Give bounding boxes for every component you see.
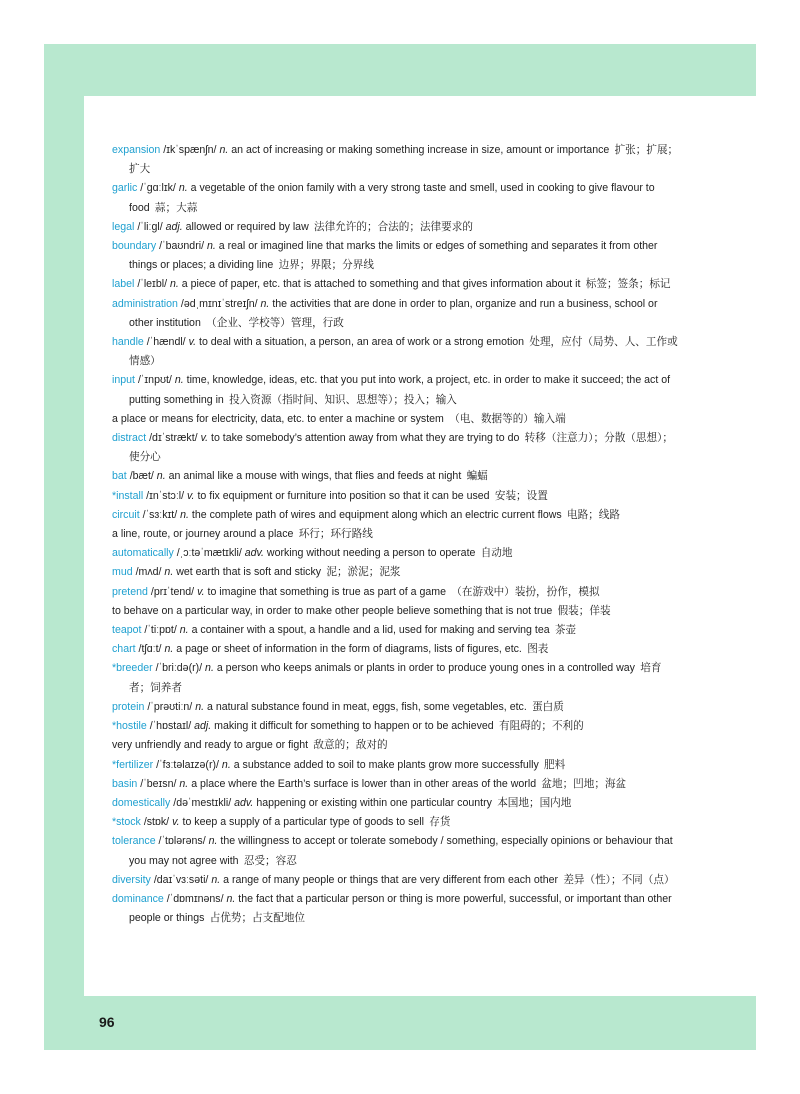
vocab-entry [112, 467, 682, 486]
headword: *hostile [112, 720, 147, 733]
chinese-translation: 茶壶 [554, 624, 577, 637]
entry-sense [112, 467, 682, 486]
vocab-entry [112, 141, 682, 179]
chinese-translation: 敌意的；敌对的 [313, 739, 388, 752]
entry-sense [112, 756, 682, 775]
phonetic: /bæt/ [129, 470, 154, 483]
headword: automatically [112, 547, 174, 560]
part-of-speech: adj. [165, 220, 183, 233]
definition: working without needing a person to operate [266, 547, 476, 560]
vocab-entry [112, 237, 682, 275]
vocab-entry [112, 218, 682, 237]
definition: to behave on a particular way, in order to make other people believe something that is not true [112, 604, 553, 617]
part-of-speech: n. [260, 297, 270, 310]
definition: an animal like a mouse with wings, that flies and feeds at night [168, 470, 462, 483]
vocab-entry [112, 659, 682, 697]
phonetic: /dɪˈstrækt/ [149, 432, 198, 445]
entry-sense [112, 506, 682, 525]
headword: *stock [112, 816, 141, 829]
part-of-speech: n. [226, 892, 236, 905]
part-of-speech: n. [178, 182, 188, 195]
phonetic: /dəˈmestɪkli/ [173, 796, 232, 809]
chinese-translation: 法律允许的；合法的；法律要求的 [314, 220, 473, 233]
phonetic: /ˈɪnpʊt/ [137, 374, 172, 387]
headword: pretend [112, 585, 148, 598]
entry-sense [112, 218, 682, 237]
vocabulary-list [112, 141, 682, 928]
headword: chart [112, 643, 136, 656]
phonetic: /ˈtiːpɒt/ [144, 624, 177, 637]
chinese-translation: 蛋白质 [532, 700, 564, 713]
headword: expansion [112, 144, 161, 156]
definition: the activities that are done in order to plan, organize and run a business, school or other institution [129, 297, 658, 329]
phonetic: /ˈleɪbl/ [137, 278, 168, 291]
part-of-speech: n. [195, 700, 205, 713]
definition: a real or imagined line that marks the limits or edges of something and separates it from other things or places; a dividing line [129, 240, 658, 272]
vocab-entry [112, 756, 682, 775]
phonetic: /ˈtɒlərəns/ [158, 835, 206, 848]
entry-sense [112, 794, 682, 813]
part-of-speech: v. [188, 336, 197, 349]
definition: a page or sheet of information in the form of diagrams, lists of figures, etc. [176, 643, 522, 656]
part-of-speech: n. [164, 566, 174, 579]
entry-sense [112, 717, 682, 736]
headword: protein [112, 700, 145, 713]
entry-sense [112, 275, 682, 294]
headword: label [112, 278, 135, 291]
entry-sense [112, 179, 682, 217]
part-of-speech: n. [180, 508, 189, 521]
chinese-translation: 本国地；国内地 [497, 796, 572, 809]
phonetic: /ˈbriːdə(r)/ [155, 662, 203, 675]
entry-sense [112, 640, 682, 659]
entry-sense [112, 659, 682, 697]
phonetic: /daɪˈvɜːsəti/ [153, 873, 209, 886]
chinese-translation: 扩张；扩展；扩大 [129, 144, 679, 176]
phonetic: /ɪkˈspænʃn/ [163, 144, 217, 156]
entry-sense [112, 429, 682, 467]
chinese-translation: 标签；签条；标记 [585, 278, 671, 291]
part-of-speech: adv. [234, 796, 254, 809]
part-of-speech: v. [197, 585, 205, 598]
vocab-entry [112, 179, 682, 217]
part-of-speech: n. [164, 643, 174, 656]
chinese-translation: 有阻碍的；不利的 [499, 720, 584, 733]
part-of-speech: adj. [194, 720, 212, 733]
definition: a place or means for electricity, data, etc. to enter a machine or system [112, 412, 444, 425]
entry-sense [112, 621, 682, 640]
chinese-translation: 自动地 [480, 547, 513, 560]
part-of-speech: v. [200, 432, 209, 445]
part-of-speech: n. [221, 758, 231, 771]
chinese-translation: 图表 [527, 643, 549, 656]
vocab-entry [112, 371, 682, 429]
definition: a substance added to soil to make plants grow more successfully [233, 758, 539, 771]
chinese-translation: 差异（性）；不同（点） [563, 873, 675, 886]
vocab-entry [112, 506, 682, 544]
definition: happening or existing within one particular country [256, 796, 492, 809]
definition: the fact that a particular person or thing is more powerful, successful, or important than other people or things [129, 892, 672, 925]
definition: making it difficult for something to happen or to be achieved [214, 720, 494, 733]
entry-sense [112, 775, 682, 794]
phonetic: /ˈfɜːtəlaɪzə(r)/ [156, 758, 219, 771]
headword: boundary [112, 240, 157, 253]
headword: tolerance [112, 835, 156, 848]
vocab-entry [112, 890, 682, 928]
phonetic: /tʃɑːt/ [138, 643, 162, 656]
definition: a natural substance found in meat, eggs, fish, some vegetables, etc. [207, 700, 527, 713]
chinese-translation: 占优势；占支配地位 [209, 912, 306, 925]
entry-sense [112, 295, 682, 333]
headword: administration [112, 297, 178, 310]
vocab-entry [112, 333, 682, 371]
entry-sense [112, 544, 682, 563]
part-of-speech: n. [174, 374, 184, 387]
part-of-speech: n. [206, 240, 216, 253]
vocab-entry [112, 295, 682, 333]
headword: diversity [112, 873, 151, 886]
phonetic: /ˈɡɑːlɪk/ [140, 182, 176, 195]
part-of-speech: n. [205, 662, 214, 675]
part-of-speech: v. [172, 816, 180, 829]
phonetic: /ˈhɒstaɪl/ [149, 720, 192, 733]
headword: dominance [112, 892, 164, 905]
entry-sense [112, 237, 682, 275]
headword: *install [112, 489, 144, 502]
definition: a place where the Earth’s surface is lower than in other areas of the world [191, 777, 537, 790]
chinese-translation: 泥；淤泥；泥浆 [326, 566, 401, 579]
definition: to deal with a situation, a person, an area of work or a strong emotion [199, 336, 525, 349]
chinese-translation: （在游戏中）装扮，扮作，模拟 [451, 585, 600, 598]
chinese-translation: 假装；佯装 [557, 604, 611, 617]
definition: a line, route, or journey around a place [112, 528, 294, 541]
phonetic: /ədˌmɪnɪˈstreɪʃn/ [180, 297, 258, 310]
part-of-speech: n. [156, 470, 166, 483]
chinese-translation: 转移（注意力）；分散（思想）；使分心 [129, 432, 673, 464]
headword: garlic [112, 182, 138, 195]
definition: a range of many people or things that are very different from each other [223, 873, 559, 886]
vocab-entry [112, 621, 682, 640]
headword: input [112, 374, 135, 387]
chinese-translation: 环行；环行路线 [298, 528, 373, 541]
entry-sense [112, 410, 682, 429]
phonetic: /prɪˈtend/ [150, 585, 195, 598]
part-of-speech: n. [179, 777, 189, 790]
headword: domestically [112, 796, 171, 809]
chinese-translation: 电路；线路 [567, 508, 620, 521]
entry-sense [112, 141, 682, 179]
headword: bat [112, 470, 127, 483]
vocab-entry [112, 717, 682, 755]
headword: distract [112, 432, 147, 445]
part-of-speech: v. [187, 489, 195, 502]
definition: an act of increasing or making something increase in size, amount or importance [231, 144, 610, 156]
headword: *breeder [112, 662, 153, 675]
vocab-entry [112, 563, 682, 582]
part-of-speech: n. [219, 144, 229, 156]
vocab-entry [112, 429, 682, 467]
entry-sense [112, 333, 682, 371]
entry-sense [112, 487, 682, 506]
definition: a person who keeps animals or plants in order to produce young ones in a controlled way [216, 662, 635, 675]
chinese-translation: 培育者；饲养者 [129, 662, 662, 694]
vocab-entry [112, 832, 682, 870]
vocab-entry [112, 794, 682, 813]
definition: the complete path of wires and equipment along which an electric current flows [191, 508, 562, 521]
phonetic: /ˈliːɡl/ [137, 220, 163, 233]
vocab-entry [112, 871, 682, 890]
part-of-speech: adv. [244, 547, 264, 560]
chinese-translation: 处理，应付（局势、人、工作或情感） [129, 336, 678, 368]
entry-sense [112, 583, 682, 602]
phonetic: /ˈhændl/ [146, 336, 186, 349]
vocab-entry [112, 544, 682, 563]
vocab-entry [112, 813, 682, 832]
part-of-speech: n. [208, 835, 218, 848]
entry-sense [112, 832, 682, 870]
vocab-entry [112, 698, 682, 717]
headword: circuit [112, 508, 140, 521]
chinese-translation: 蒜；大蒜 [154, 201, 198, 214]
phonetic: /ɪnˈstɔːl/ [146, 489, 185, 502]
entry-sense [112, 890, 682, 928]
chinese-translation: 蝙蝠 [466, 470, 488, 483]
headword: teapot [112, 624, 142, 637]
definition: allowed or required by law [185, 220, 309, 233]
definition: a container with a spout, a handle and a lid, used for making and serving tea [191, 624, 550, 637]
entry-sense [112, 602, 682, 621]
vocab-entry [112, 640, 682, 659]
chinese-translation: 肥料 [544, 758, 566, 771]
phonetic: /mʌd/ [135, 566, 162, 579]
phonetic: /stɒk/ [143, 816, 170, 829]
vocab-entry [112, 775, 682, 794]
definition: to keep a supply of a particular type of goods to sell [182, 816, 424, 829]
vocab-entry [112, 275, 682, 294]
part-of-speech: n. [211, 873, 221, 886]
part-of-speech: n. [179, 624, 189, 637]
definition: to fix equipment or furniture into position so that it can be used [197, 489, 490, 502]
definition: a vegetable of the onion family with a very strong taste and smell, used in cooking to give flavour to food [129, 182, 655, 214]
entry-sense [112, 813, 682, 832]
chinese-translation: 存货 [429, 816, 451, 829]
page-number: 96 [99, 1014, 115, 1030]
vocab-entry [112, 583, 682, 621]
definition: very unfriendly and ready to argue or fight [112, 739, 309, 752]
headword: handle [112, 336, 144, 349]
definition: time, knowledge, ideas, etc. that you put into work, a project, etc. in order to make it succeed; the act of putting something in [129, 374, 671, 406]
entry-sense [112, 525, 682, 544]
chinese-translation: （电、数据等的）输入端 [449, 412, 566, 425]
definition: a piece of paper, etc. that is attached to something and that gives information about it [181, 278, 581, 291]
definition: the willingness to accept or tolerate somebody / something, especially opinions or behaviour that you may not agree with [129, 835, 673, 867]
entry-sense [112, 371, 682, 409]
phonetic: /ˈbeɪsn/ [140, 777, 177, 790]
headword: *fertilizer [112, 758, 154, 771]
entry-sense [112, 871, 682, 890]
definition: to imagine that something is true as part of a game [207, 585, 446, 598]
chinese-translation: 盆地；凹地；海盆 [541, 777, 627, 790]
chinese-translation: 边界；界限；分界线 [278, 259, 374, 272]
phonetic: /ˈbaʊndri/ [159, 240, 205, 253]
entry-sense [112, 736, 682, 755]
headword: mud [112, 566, 133, 579]
entry-sense [112, 698, 682, 717]
vocab-entry [112, 487, 682, 506]
entry-sense [112, 563, 682, 582]
chinese-translation: 安装；设置 [494, 489, 548, 502]
chinese-translation: 投入资源（指时间、知识、思想等）；投入；输入 [229, 393, 457, 406]
phonetic: /ˌɔːtəˈmætɪkli/ [176, 547, 242, 560]
definition: to take somebody’s attention away from what they are trying to do [211, 432, 520, 445]
headword: legal [112, 220, 135, 233]
headword: basin [112, 777, 138, 790]
phonetic: /ˈsɜːkɪt/ [142, 508, 178, 521]
chinese-translation: 忍受；容忍 [243, 854, 297, 867]
phonetic: /ˈprəʊtiːn/ [147, 700, 193, 713]
part-of-speech: n. [169, 278, 179, 291]
definition: wet earth that is soft and sticky [176, 566, 322, 579]
phonetic: /ˈdɒmɪnəns/ [166, 892, 224, 905]
chinese-translation: （企业、学校等）管理，行政 [206, 316, 344, 329]
